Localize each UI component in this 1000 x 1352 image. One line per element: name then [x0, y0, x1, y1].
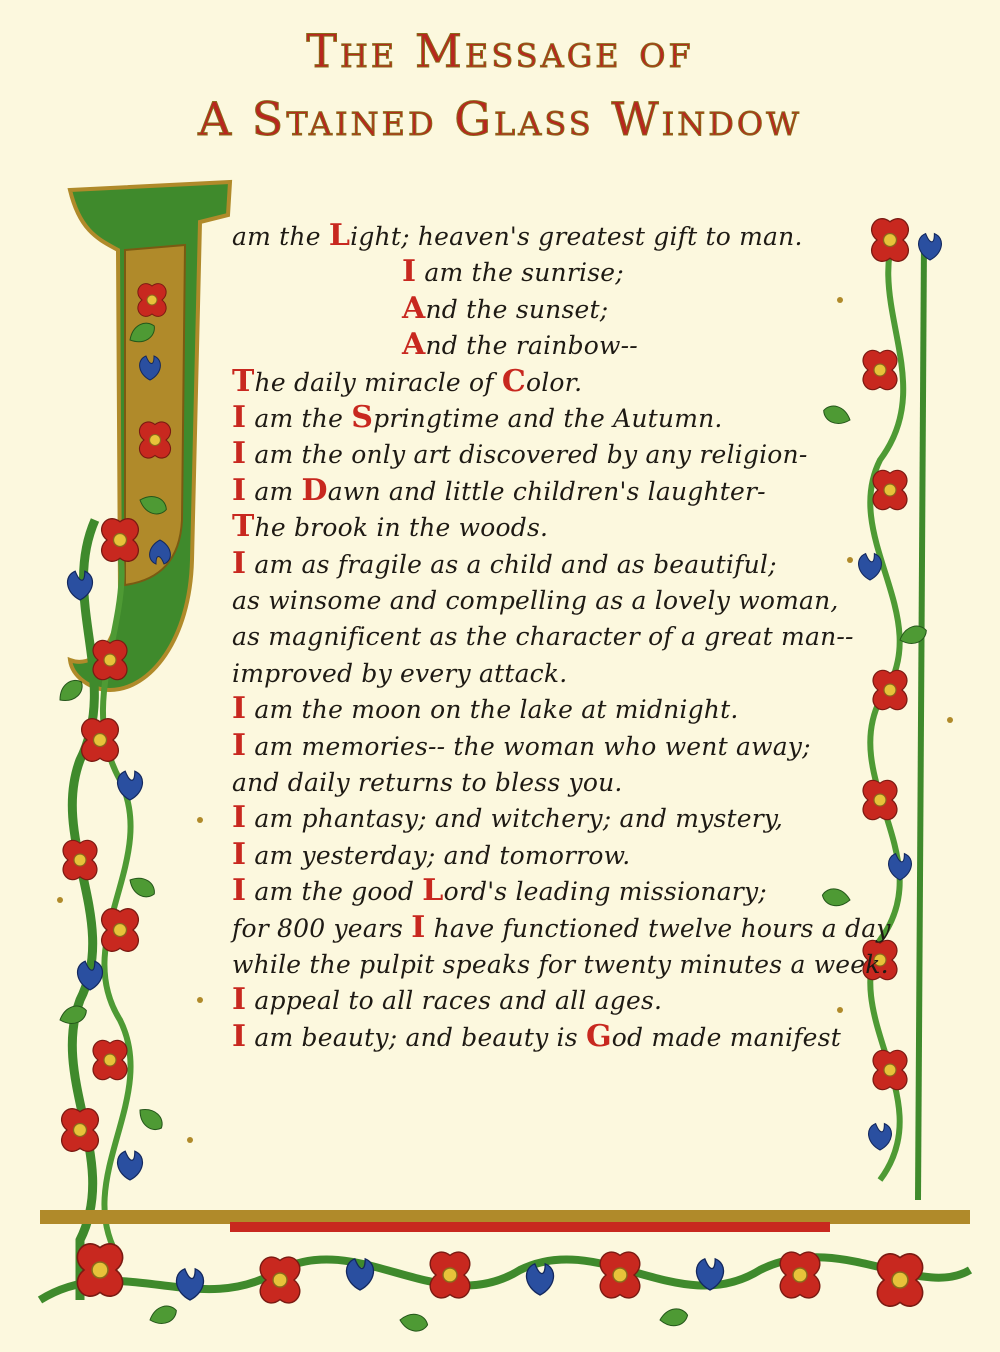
red-capital: I — [232, 836, 247, 872]
poem-text: am the — [232, 222, 329, 251]
poem-text: for 800 years — [232, 913, 412, 943]
poem-text: as magnificent as the character of a great man-- — [232, 622, 854, 652]
poem-text: appeal to all races and all ages. — [246, 986, 663, 1016]
poem-text: am beauty; and beauty is — [246, 1022, 586, 1052]
red-capital: I — [232, 436, 247, 472]
red-capital: I — [232, 982, 247, 1018]
poem-line — [232, 546, 777, 581]
poem-text: nd the sunset; — [425, 294, 609, 324]
red-capital: I — [232, 873, 247, 909]
poem-text: am the good — [246, 877, 423, 907]
red-capital: I — [232, 727, 247, 763]
poem-line — [232, 618, 854, 653]
title-line-2: A Stained Glass Window — [197, 92, 803, 146]
poem-line — [232, 873, 767, 908]
poem-text: as winsome and compelling as a lovely woman, — [232, 586, 839, 615]
poem-text: am phantasy; and witchery; and mystery, — [246, 804, 784, 834]
red-capital: T — [232, 509, 255, 545]
red-capital: A — [402, 327, 426, 363]
poem-text: od made manifest — [611, 1022, 841, 1052]
poem-text: improved by every attack. — [232, 658, 568, 688]
poem-text: am as fragile as a child and as beautiful; — [246, 549, 777, 579]
poem-text: ight; heaven's greatest gift to man. — [350, 222, 803, 251]
poem-text: pringtime and the Autumn. — [373, 404, 723, 433]
poem-text: am the moon on the lake at midnight. — [246, 695, 739, 725]
poem-text: am memories-- the woman who went away; — [246, 731, 811, 761]
poem-line — [232, 982, 662, 1017]
red-capital: I — [232, 400, 247, 435]
poem-text: am the only art discovered by any religion- — [246, 440, 808, 470]
poem-line — [402, 254, 624, 289]
poem-text: and daily returns to bless you. — [232, 768, 623, 797]
red-capital: L — [422, 873, 444, 909]
poem-line — [232, 910, 891, 945]
poem-line — [232, 218, 803, 253]
bottom-border-vine — [40, 1210, 970, 1333]
red-capital: I — [411, 909, 426, 945]
poem-line — [232, 473, 766, 508]
red-capital: A — [402, 290, 426, 326]
red-capital: S — [351, 400, 374, 435]
poem-line — [232, 837, 630, 872]
poem-line — [232, 436, 807, 471]
poem-text: am the — [246, 404, 352, 433]
illuminated-initial-panel — [70, 182, 230, 690]
poem-text: have functioned twelve hours a day — [425, 913, 891, 943]
red-capital: G — [585, 1018, 612, 1054]
red-capital: D — [301, 472, 328, 508]
poem-text: nd the rainbow-- — [425, 331, 638, 361]
poem-text: am — [246, 476, 302, 506]
poem-line — [232, 691, 738, 726]
poem-line — [232, 400, 723, 435]
poem-line — [232, 509, 548, 544]
red-capital: I — [402, 254, 417, 290]
poem-text: awn and little children's laughter- — [327, 476, 766, 506]
red-capital: L — [328, 218, 351, 253]
red-capital: I — [232, 800, 247, 836]
red-capital: I — [232, 1018, 247, 1054]
red-capital: T — [232, 363, 255, 399]
poem-line — [232, 1019, 841, 1054]
red-capital: C — [501, 363, 526, 399]
poem-text: am yesterday; and tomorrow. — [246, 840, 631, 870]
poem-text: olor. — [525, 367, 583, 397]
poem-line — [232, 764, 623, 799]
poem-text: he daily miracle of — [254, 367, 502, 397]
poem-line — [232, 800, 783, 835]
poem-text: am the sunrise; — [416, 258, 624, 288]
poem-line — [232, 655, 567, 690]
poem-line — [402, 291, 608, 326]
poem-text: while the pulpit speaks for twenty minutes a week. — [232, 950, 889, 979]
poem-line — [232, 582, 839, 617]
poem-line — [232, 364, 582, 399]
poem-line — [232, 946, 889, 981]
poem-line — [232, 728, 811, 763]
red-capital: I — [232, 472, 247, 508]
title-line-1: The Message of — [306, 24, 694, 78]
poem-text: ord's leading missionary; — [443, 877, 767, 907]
red-capital: I — [232, 691, 247, 727]
red-capital: I — [232, 545, 247, 581]
poem-line — [402, 327, 638, 362]
poem-text: he brook in the woods. — [254, 513, 549, 543]
